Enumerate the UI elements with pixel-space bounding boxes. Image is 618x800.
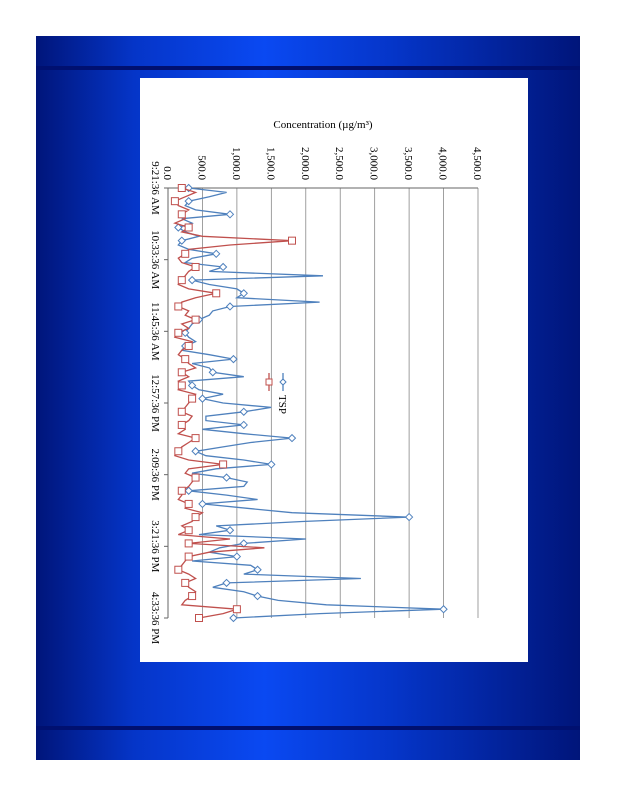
x-tick-label: 2:09:36 PM <box>149 448 161 501</box>
data-point <box>289 435 296 442</box>
data-point <box>178 211 185 218</box>
data-point <box>223 579 230 586</box>
data-point <box>192 448 199 455</box>
data-point <box>254 593 261 600</box>
data-point <box>223 474 230 481</box>
data-point <box>227 527 234 534</box>
legend-marker <box>280 379 286 385</box>
y-tick-label: 3,500.0 <box>402 147 415 180</box>
chart-panel <box>140 78 528 662</box>
data-point <box>185 553 192 560</box>
legend-label: TSP <box>276 395 288 414</box>
data-point <box>189 593 196 600</box>
data-point <box>178 487 185 494</box>
x-tick-label: 9:21:36 AM <box>149 161 161 215</box>
x-tick-label: 4:33:36 PM <box>149 591 161 645</box>
data-point <box>220 263 227 270</box>
data-point <box>233 553 240 560</box>
data-point <box>192 474 199 481</box>
data-point <box>254 566 261 573</box>
data-point <box>230 356 237 363</box>
data-point <box>220 461 227 468</box>
data-point <box>192 263 199 270</box>
chart-rotated-group <box>149 119 483 644</box>
y-tick-label: 4,500.0 <box>471 147 483 180</box>
y-tick-label: 2,000.0 <box>298 147 311 180</box>
data-point <box>268 461 275 468</box>
data-point <box>182 250 189 257</box>
data-point <box>440 606 447 613</box>
legend-marker <box>266 379 272 385</box>
data-point <box>199 395 206 402</box>
data-point <box>178 369 185 376</box>
data-point <box>185 224 192 231</box>
data-point <box>406 514 413 521</box>
data-point <box>230 615 237 622</box>
slide-band-top <box>36 66 580 70</box>
line-chart <box>140 78 528 662</box>
data-point <box>240 408 247 415</box>
x-tick-label: 12:57:36 PM <box>149 374 161 432</box>
data-point <box>196 615 203 622</box>
data-point <box>185 342 192 349</box>
data-point <box>192 316 199 323</box>
y-tick-label: 0.0 <box>161 166 173 180</box>
data-point <box>175 566 182 573</box>
y-tick-label: 4,000.0 <box>436 147 449 180</box>
data-point <box>185 500 192 507</box>
data-point <box>213 250 220 257</box>
data-point <box>175 329 182 336</box>
y-tick-label: 3,000.0 <box>367 147 380 180</box>
data-point <box>171 198 178 205</box>
data-point <box>178 185 185 192</box>
x-tick-label: 10:33:36 AM <box>149 230 161 290</box>
data-point <box>199 500 206 507</box>
x-tick-label: 3:21:36 PM <box>149 520 161 573</box>
y-tick-label: 500.0 <box>195 155 208 180</box>
data-point <box>192 435 199 442</box>
data-point <box>227 303 234 310</box>
data-point <box>189 277 196 284</box>
data-point <box>175 303 182 310</box>
data-point <box>227 211 234 218</box>
data-point <box>182 356 189 363</box>
data-point <box>182 579 189 586</box>
y-tick-label: 1,500.0 <box>264 147 277 180</box>
data-point <box>185 540 192 547</box>
data-point <box>233 606 240 613</box>
data-point <box>178 408 185 415</box>
slide-band-bottom <box>36 726 580 730</box>
y-axis-title: Concentration (µg/m³) <box>273 119 373 131</box>
y-tick-label: 1,000.0 <box>229 147 242 180</box>
data-point <box>175 448 182 455</box>
data-point <box>185 527 192 534</box>
data-point <box>178 277 185 284</box>
x-tick-label: 11:45:36 AM <box>149 302 161 361</box>
y-tick-label: 2,500.0 <box>333 147 346 180</box>
data-point <box>240 421 247 428</box>
data-point <box>178 382 185 389</box>
data-point <box>289 237 296 244</box>
data-point <box>240 290 247 297</box>
data-point <box>213 290 220 297</box>
data-point <box>189 395 196 402</box>
data-point <box>192 514 199 521</box>
data-point <box>178 421 185 428</box>
slide-background <box>36 36 580 760</box>
